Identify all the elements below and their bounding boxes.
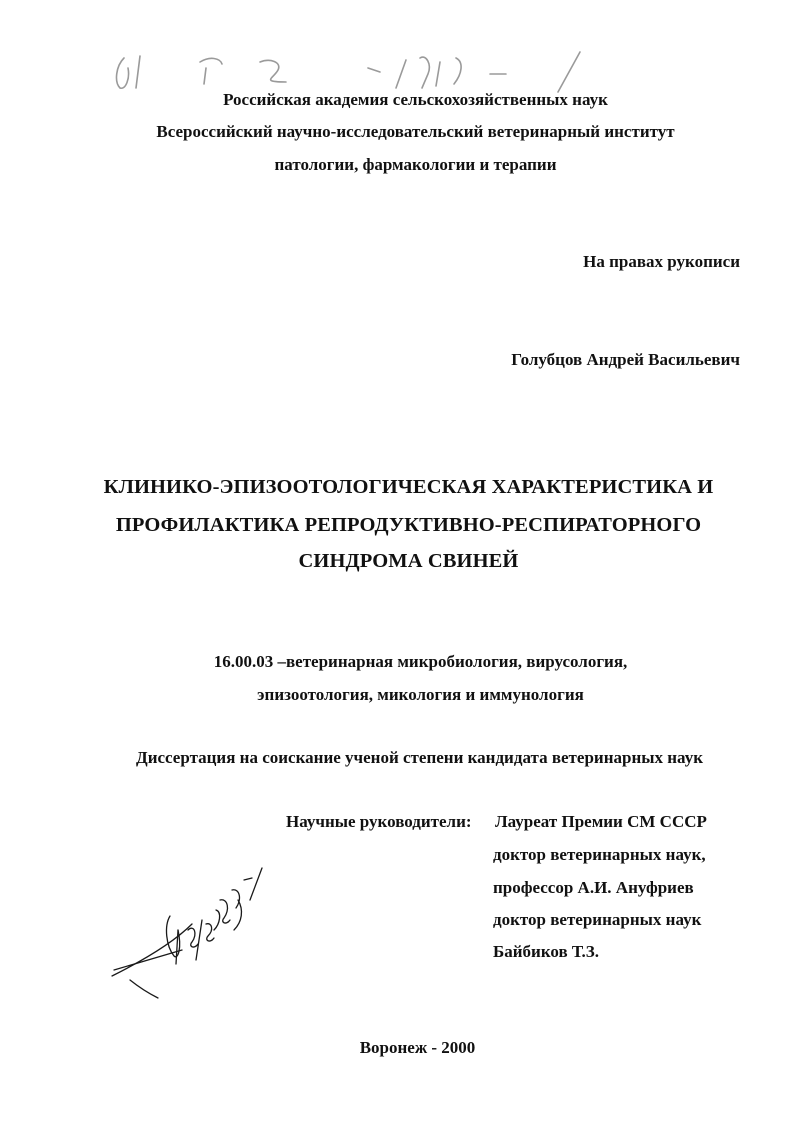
institute-name-line2: патологии, фармакологии и терапии <box>274 155 557 174</box>
specialty-line2: эпизоотология, микология и иммунология <box>257 685 584 704</box>
supervisor-line: Байбиков Т.З. <box>493 942 600 961</box>
dissertation-title-line2: ПРОФИЛАКТИКА РЕПРОДУКТИВНО-РЕСПИРАТОРНОГО <box>115 514 702 536</box>
specialty-line1: 16.00.03 –ветеринарная микробиология, вирусология, <box>213 652 628 671</box>
dissertation-title-line1: КЛИНИКО-ЭПИЗООТОЛОГИЧЕСКАЯ ХАРАКТЕРИСТИКА И <box>103 476 714 498</box>
institute-name-line1: Всероссийский научно-исследовательский ветеринарный институт <box>156 122 675 141</box>
dissertation-statement: Диссертация на соискание ученой степени кандидата ветеринарных наук <box>136 748 703 767</box>
city-year: Воронеж - 2000 <box>359 1038 476 1057</box>
dissertation-title-line3: СИНДРОМА СВИНЕЙ <box>298 550 519 572</box>
author-name: Голубцов Андрей Васильевич <box>511 350 740 369</box>
supervisor-line: доктор ветеринарных наук <box>493 910 702 929</box>
supervisor-line: профессор А.И. Ануфриев <box>493 878 694 897</box>
manuscript-note: На правах рукописи <box>583 252 740 271</box>
academy-name: Российская академия сельскохозяйственных наук <box>223 90 608 109</box>
author-signature <box>104 860 284 1010</box>
supervisor-line: Лауреат Премии СМ СССР <box>495 812 707 831</box>
supervisors-label: Научные руководители: <box>286 812 472 831</box>
supervisor-line: доктор ветеринарных наук, <box>493 845 706 864</box>
